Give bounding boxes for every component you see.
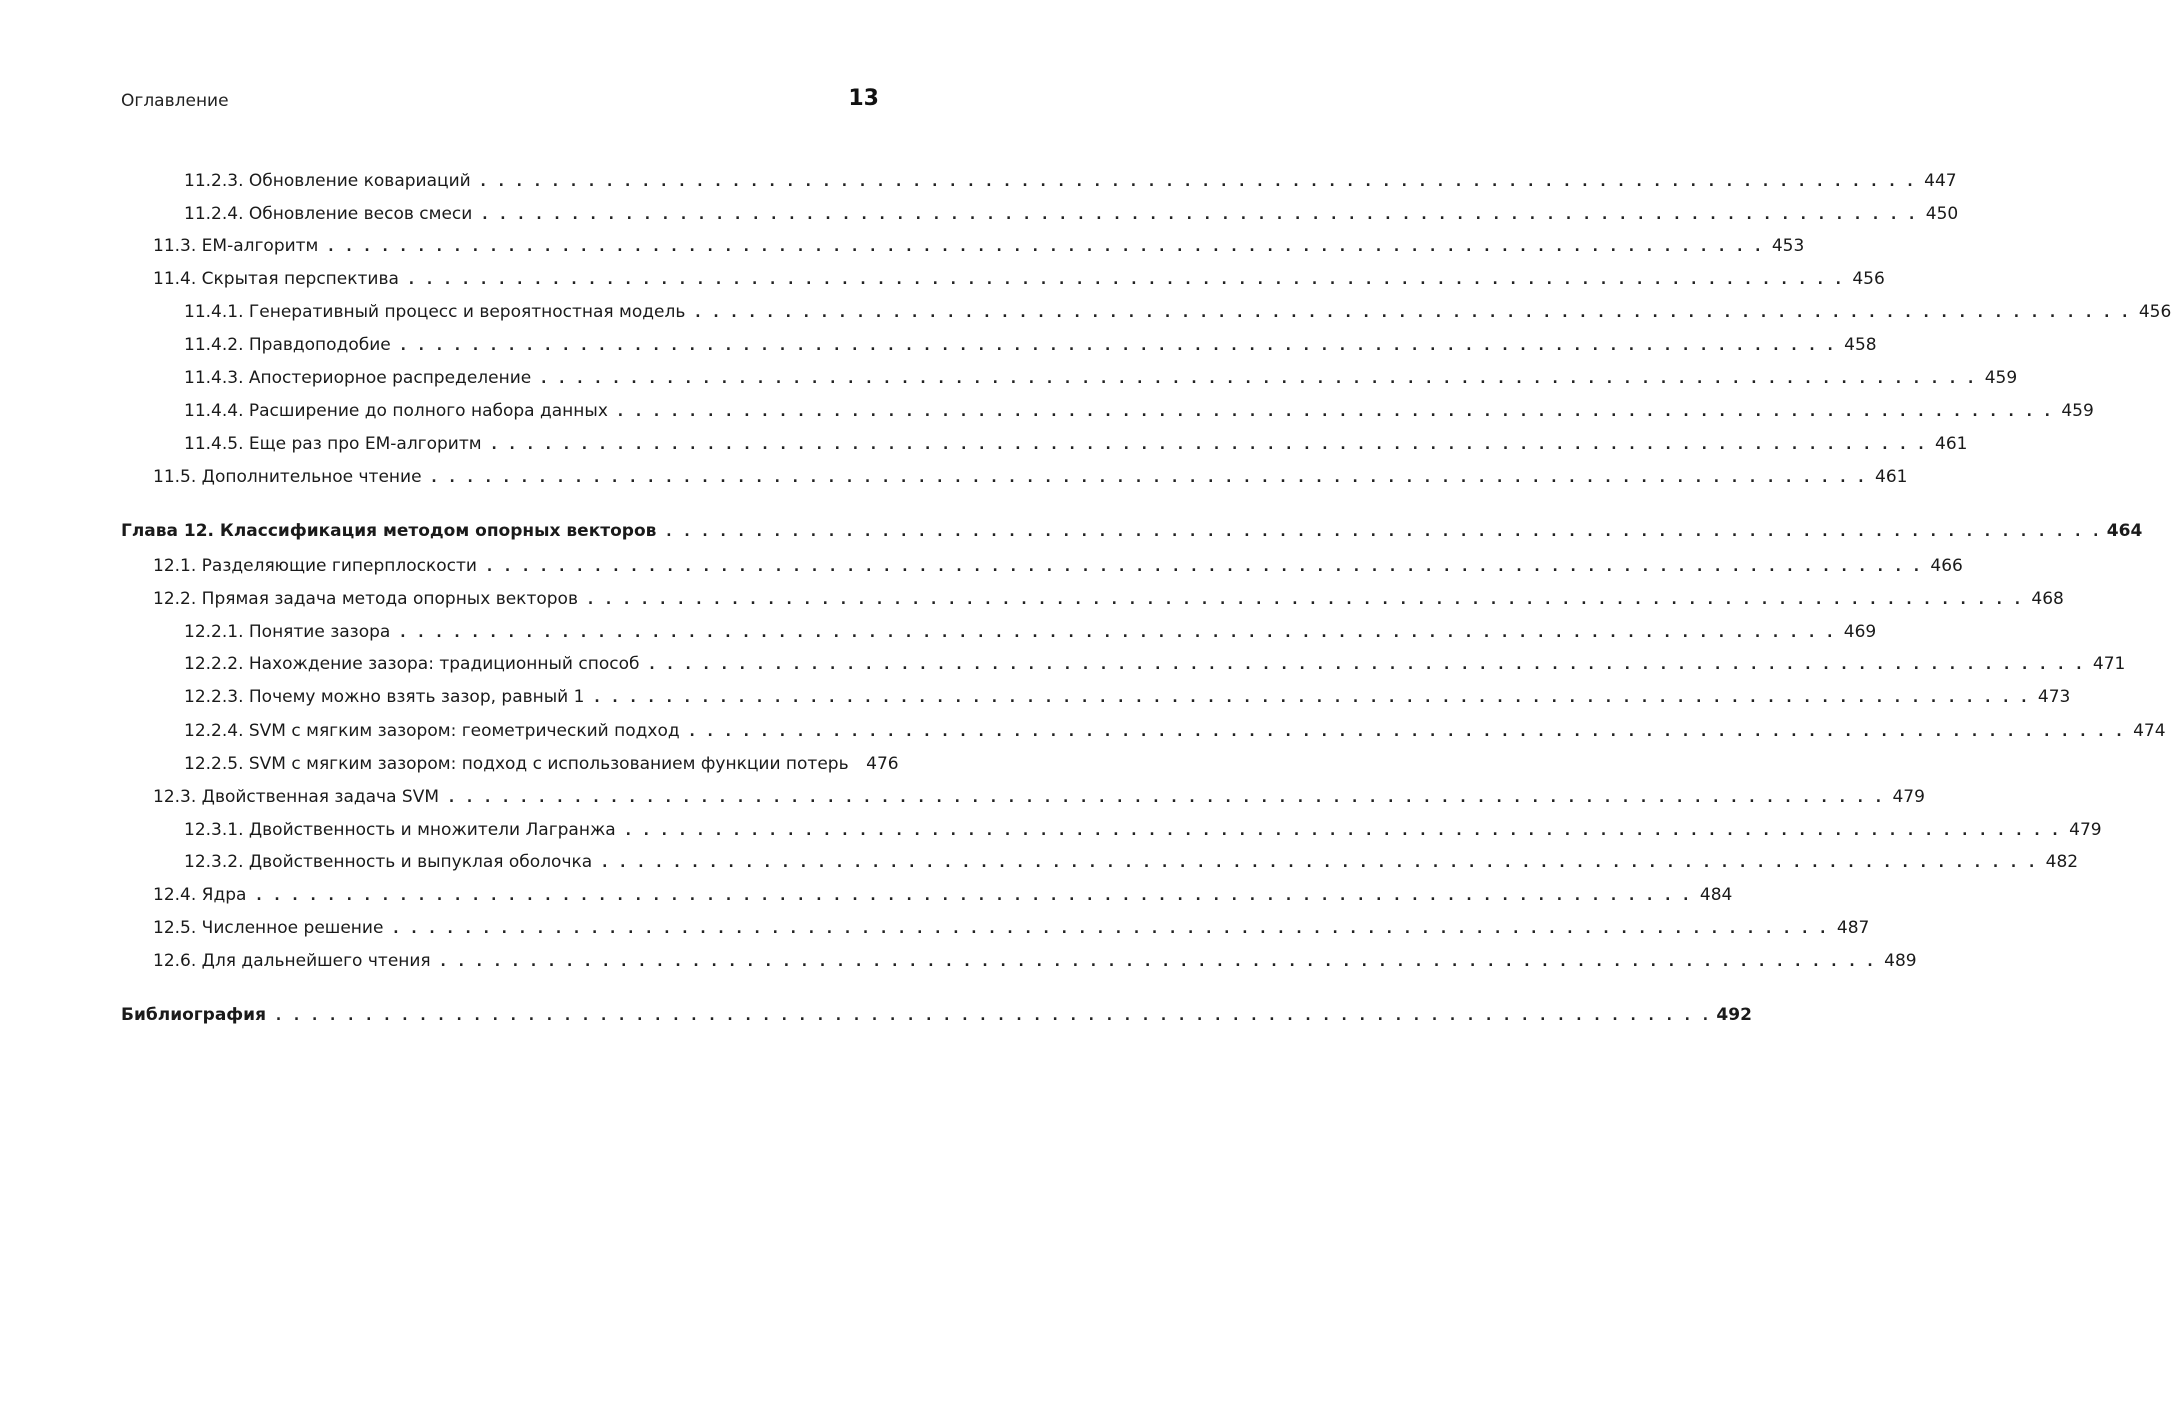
toc-entry-page: 479 [2069,820,2102,840]
running-head [121,86,879,116]
toc-entry-title: 11.4. Скрытая перспектива [153,269,399,289]
toc-subsection-entry [184,718,2166,744]
toc-entry-page: 479 [1892,787,1925,807]
toc-entry-title: 11.4.2. Правдоподобие [184,335,391,355]
toc-entry-title: Библиография [121,1005,266,1025]
toc-dot-leader: . . . . . . . . . . . . . . . . . . . . . . . . . . . . . . . . . . . . . . . . . . . . . . . . . . . . . . . . . . . . . . . . . . . . . . . . . . . . . . . . [693,303,2130,321]
toc-dot-leader: . . . . . . . . . . . . . . . . . . . . . . . . . . . . . . . . . . . . . . . . . . . . . . . . . . . . . . . . . . . . . . . . . . . . . . . . . . . . . . . . [484,557,1921,575]
toc-entry-page: 456 [1852,269,1885,289]
toc-subsection-entry [184,332,1877,358]
toc-entry-page: 453 [1771,236,1805,256]
toc-entry-title: Глава 12. Классификация методом опорных векторов [121,521,657,541]
toc-section-entry [153,915,1870,941]
toc-dot-leader: . . . . . . . . . . . . . . . . . . . . . . . . . . . . . . . . . . . . . . . . . . . . . . . . . . . . . . . . . . . . . . . . . . . . . . . . . . . . . . . . [600,853,2037,871]
toc-dot-leader: . . . . . . . . . . . . . . . . . . . . . . . . . . . . . . . . . . . . . . . . . . . . . . . . . . . . . . . . . . . . . . . . . . . . . . . . . . . . . . . . [274,1006,1710,1024]
toc-subsection-entry [184,168,1957,194]
toc-entry-title: 12.2.4. SVM с мягким зазором: геометрический подход [184,721,680,741]
toc-dot-leader: . . . . . . . . . . . . . . . . . . . . . . . . . . . . . . . . . . . . . . . . . . . . . . . . . . . . . . . . . . . . . . . . . . . . . . . . . . . . . . . . [687,722,2124,740]
toc-dot-leader: . . . . . . . . . . . . . . . . . . . . . . . . . . . . . . . . . . . . . . . . . . . . . . . . . . . . . . . . . . . . . . . . . . . . . . . . . . . . . . . . [398,336,1835,354]
toc-entry-page: 466 [1930,556,1963,576]
toc-entry-title: 12.1. Разделяющие гиперплоскости [153,556,477,576]
toc-dot-leader: . . . . . . . . . . . . . . . . . . . . . . . . . . . . . . . . . . . . . . . . . . . . . . . . . . . . . . . . . . . . . . . . . . . . . . . . . . . . . . . . [429,468,1866,486]
toc-dot-leader: . . . . . . . . . . . . . . . . . . . . . . . . . . . . . . . . . . . . . . . . . . . . . . . . . . . . . . . . . . . . . . . . . . . . . . . . . . . . . . . . [478,172,1915,190]
toc-entry-page: 459 [1984,368,2018,388]
toc-section-entry [153,266,1885,292]
toc-subsection-entry [184,817,2102,843]
toc-entry-title: 12.3. Двойственная задача SVM [153,787,439,807]
toc-entry-title: 12.2.5. SVM с мягким зазором: подход с использованием функции потерь [184,754,849,774]
toc-dot-leader: . . . . . . . . . . . . . . . . . . . . . . . . . . . . . . . . . . . . . . . . . . . . . . . . . . . . . . . . . . . . . . . . . . . . . . . . . . . . . . . . [391,919,1828,937]
toc-subsection-entry [184,201,1959,227]
toc-entry-title: 12.3.2. Двойственность и выпуклая оболочка [184,852,593,872]
toc-section-entry [153,553,1963,579]
toc-subsection-entry [184,849,2079,875]
toc-dot-leader: . . . . . . . . . . . . . . . . . . . . . . . . . . . . . . . . . . . . . . . . . . . . . . . . . . . . . . . . . . . . . . . . . . . . . . . . . . . . . . . . [615,402,2052,420]
toc-section-entry [153,784,1925,810]
toc-subsection-entry [184,751,899,777]
toc-subsection-entry [184,398,2094,424]
toc-dot-leader: . . . . . . . . . . . . . . . . . . . . . . . . . . . . . . . . . . . . . . . . . . . . . . . . . . . . . . . . . . . . . . . . . . . . . . . . . . . . . . . . [438,952,1875,970]
toc-dot-leader: . . . . . . . . . . . . . . . . . . . . . . . . . . . . . . . . . . . . . . . . . . . . . . . . . . . . . . . . . . . . . . . . . . . . . . . . . . . . . . . . [539,369,1976,387]
toc-entry-page: 484 [1699,885,1733,905]
toc-entry-title: 11.5. Дополнительное чтение [153,467,422,487]
toc-dot-leader: . . . . . . . . . . . . . . . . . . . . . . . . . . . . . . . . . . . . . . . . . . . . . . . . . . . . . . . . . . . . . . . . . . . . . . . . . . . . . . . . [398,623,1835,641]
toc-section-entry [153,948,1917,974]
toc-section-entry [153,882,1733,908]
toc-dot-leader: . . . . . . . . . . . . . . . . . . . . . . . . . . . . . . . . . . . . . . . . . . . . . . . . . . . . . . . . . . . . . . . . . . . . . . . . . . . . . . . . [585,590,2022,608]
toc-section-entry [153,233,1805,259]
toc-dot-leader: . . . . . . . . . . . . . . . . . . . . . . . . . . . . . . . . . . . . . . . . . . . . . . . . . . . . . . . . . . . . . . . . . . . . . . . . . . . . . . . . [254,886,1691,904]
toc-dot-leader: . . . . . . . . . . . . . . . . . . . . . . . . . . . . . . . . . . . . . . . . . . . . . . . . . . . . . . . . . . . . . . . . . . . . . . . . . . . . . . . . [326,237,1763,255]
toc-entry-title: 12.5. Численное решение [153,918,384,938]
toc-entry-title: 12.4. Ядра [153,885,247,905]
toc-entry-page: 469 [1843,622,1877,642]
toc-entry-page: 489 [1884,951,1917,971]
toc-subsection-entry [184,684,2071,710]
toc-subsection-entry [184,619,1877,645]
toc-entry-title: 11.3. EM-алгоритм [153,236,319,256]
toc-entry-title: 12.3.1. Двойственность и множители Лагранжа [184,820,616,840]
toc-subsection-entry [184,431,1968,457]
toc-entry-title: 11.2.4. Обновление весов смеси [184,204,473,224]
page-number: 13 [848,86,879,111]
toc-entry-page: 458 [1844,335,1877,355]
toc-entry-page: 461 [1935,434,1968,454]
toc-entry-title: 11.4.1. Генеративный процесс и вероятностная модель [184,302,686,322]
toc-chapter-entry [121,518,2143,544]
toc-entry-page: 464 [2106,521,2143,541]
toc-subsection-entry [184,651,2126,677]
toc-entry-title: 12.2.3. Почему можно взять зазор, равный 1 [184,687,585,707]
toc-entry-title: 12.2.2. Нахождение зазора: традиционный способ [184,654,640,674]
toc-dot-leader: . . . . . . . . . . . . . . . . . . . . . . . . . . . . . . . . . . . . . . . . . . . . . . . . . . . . . . . . . . . . . . . . . . . . . . . . . . . . . . . . [623,821,2060,839]
toc-entry-page: 487 [1836,918,1870,938]
toc-entry-page: 459 [2061,401,2094,421]
toc-entry-page: 471 [2092,654,2126,674]
toc-dot-leader: . . . . . . . . . . . . . . . . . . . . . . . . . . . . . . . . . . . . . . . . . . . . . . . . . . . . . . . . . . . . . . . . . . . . . . . . . . . . . . . . [447,788,1883,806]
toc-entry-title: 12.6. Для дальнейшего чтения [153,951,431,971]
toc-subsection-entry [184,365,2018,391]
running-title: Оглавление [121,91,229,111]
toc-entry-title: 12.2.1. Понятие зазора [184,622,391,642]
toc-section-entry [153,464,1908,490]
toc-dot-leader: . . . . . . . . . . . . . . . . . . . . . . . . . . . . . . . . . . . . . . . . . . . . . . . . . . . . . . . . . . . . . . . . . . . . . . . . . . . . . . . . [406,270,1843,288]
toc-dot-leader: . . . . . . . . . . . . . . . . . . . . . . . . . . . . . . . . . . . . . . . . . . . . . . . . . . . . . . . . . . . . . . . . . . . . . . . . . . . . . . . . [489,435,1926,453]
toc-entry-title: 11.4.3. Апостериорное распределение [184,368,532,388]
toc-entry-title: 11.2.3. Обновление ковариаций [184,171,471,191]
toc-entry-page: 450 [1925,204,1959,224]
toc-entry-title: 12.2. Прямая задача метода опорных векторов [153,589,578,609]
toc-entry-page: 456 [2138,302,2171,322]
toc-chapter-entry [121,1002,1752,1028]
toc-entry-title: 11.4.5. Еще раз про EM-алгоритм [184,434,482,454]
toc-entry-page: 482 [2045,852,2079,872]
toc-entry-page: 474 [2133,721,2166,741]
toc-entry-page: 492 [1716,1005,1752,1025]
toc-dot-leader: . . . . . . . . . . . . . . . . . . . . . . . . . . . . . . . . . . . . . . . . . . . . . . . . . . . . . . . . . . . . . . . . . . . . . . . . . . . . . . . . [647,655,2084,673]
toc-entry-page: 468 [2031,589,2064,609]
toc-dot-leader: . . . . . . . . . . . . . . . . . . . . . . . . . . . . . . . . . . . . . . . . . . . . . . . . . . . . . . . . . . . . . . . . . . . . . . . . . . . . . . . . [592,688,2029,706]
toc-section-entry [153,586,2064,612]
toc-entry-page: 461 [1875,467,1908,487]
toc-entry-title: 11.4.4. Расширение до полного набора данных [184,401,608,421]
toc-dot-leader: . . . . . . . . . . . . . . . . . . . . . . . . . . . . . . . . . . . . . . . . . . . . . . . . . . . . . . . . . . . . . . . . . . . . . . . . . . . . . . . . [664,522,2101,540]
toc-entry-page: 476 [866,754,899,774]
toc-subsection-entry [184,299,2171,325]
toc-dot-leader: . . . . . . . . . . . . . . . . . . . . . . . . . . . . . . . . . . . . . . . . . . . . . . . . . . . . . . . . . . . . . . . . . . . . . . . . . . . . . . . . [480,205,1917,223]
toc-entry-page: 473 [2037,687,2071,707]
toc-entry-page: 447 [1924,171,1957,191]
